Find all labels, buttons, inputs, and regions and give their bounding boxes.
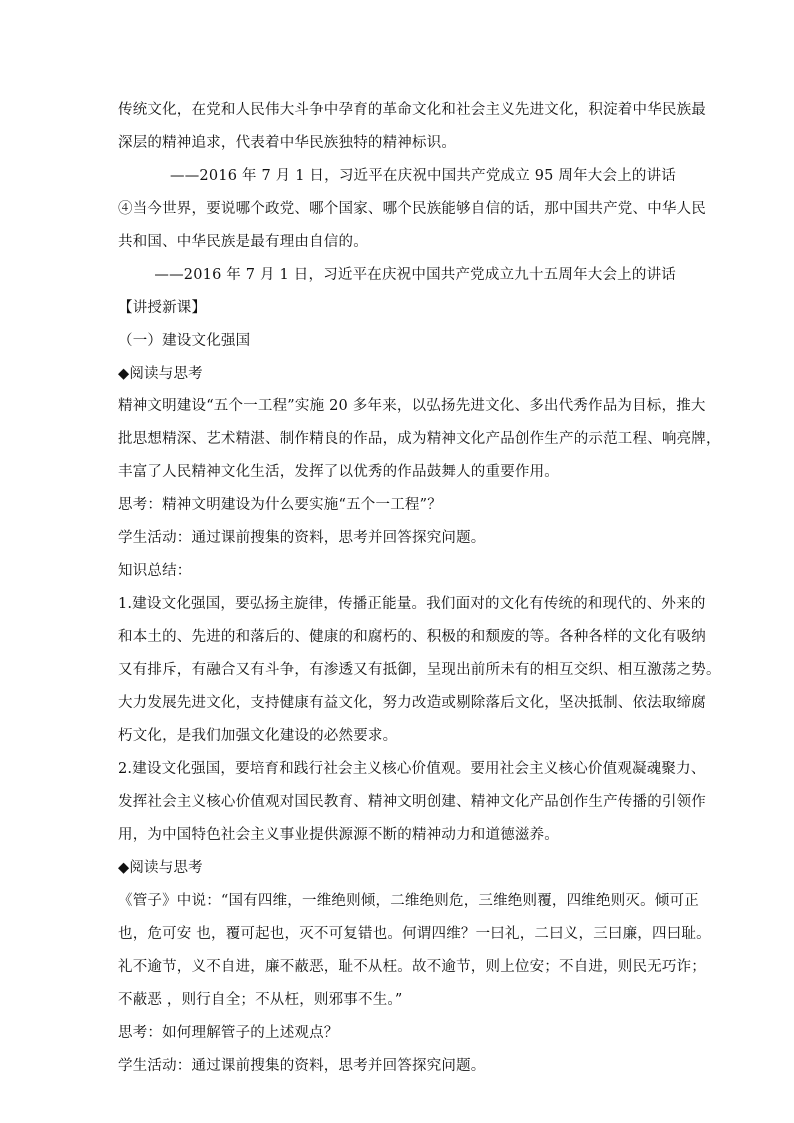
subsection-heading: （一）建设文化强国 [118,333,251,349]
section-heading: 【讲授新课】 [118,300,207,316]
paragraph-line: 大力发展先进文化，支持健康有益文化，努力改造或剔除落后文化，坚决抵制、依法取缔腐 [118,695,706,711]
summary-heading: 知识总结： [118,563,192,579]
paragraph-line: ④当今世界，要说哪个政党、哪个国家、哪个民族能够自信的话，那中国共产党、中华人民 [118,201,706,217]
paragraph-line: 又有排斥，有融合又有斗争，有渗透又有抵御，呈现出前所未有的相互交织、相互激荡之势。 [118,662,721,678]
activity-line: 学生活动：通过课前搜集的资料，思考并回答探究问题。 [118,530,486,546]
paragraph-line: 2.建设文化强国，要培育和践行社会主义核心价值观。要用社会主义核心价值观凝魂聚力、 [118,761,706,777]
paragraph-line: 深层的精神追求，代表着中华民族独特的精神标识。 [118,135,457,151]
paragraph-line: 传统文化，在党和人民伟大斗争中孕育的革命文化和社会主义先进文化，积淀着中华民族最 [118,102,706,118]
paragraph-line: 丰富了人民精神文化生活，发挥了以优秀的作品鼓舞人的重要作用。 [118,464,559,480]
paragraph-line: 1.建设文化强国，要弘扬主旋律，传播正能量。我们面对的文化有传统的和现代的、外来的 [118,596,706,612]
citation-line: ——2016 年 7 月 1 日，习近平在庆祝中国共产党成立 95 周年大会上的讲话 [170,168,676,184]
paragraph-line: 《管子》中说：“国有四维，一维绝则倾，二维绝则危，三维绝则覆，四维绝则灭。倾可正 [118,893,699,909]
paragraph-line: 发挥社会主义核心价值观对国民教育、精神文明创建、精神文化产品创作生产传播的引领作 [118,794,706,810]
question-line: 思考：精神文明建设为什么要实施“五个一工程”？ [118,497,442,513]
question-line: 思考：如何理解管子的上述观点？ [118,1025,339,1041]
activity-line: 学生活动：通过课前搜集的资料，思考并回答探究问题。 [118,1058,486,1074]
paragraph-line: 也，危可安 也，覆可起也，灭不可复错也。何谓四维？一曰礼，二曰义，三曰廉，四曰耻。 [118,926,711,942]
paragraph-line: 朽文化，是我们加强文化建设的必然要求。 [118,728,398,744]
paragraph-line: 精神文明建设“五个一工程”实施 20 多年来，以弘扬先进文化、多出代秀作品为目标，推大 [118,398,706,414]
paragraph-line: 批思想精深、艺术精湛、制作精良的作品，成为精神文化产品创作生产的示范工程、响亮牌， [118,431,721,447]
citation-line: ——2016 年 7 月 1 日，习近平在庆祝中国共产党成立九十五周年大会上的讲话 [154,267,676,283]
paragraph-line: 和本土的、先进的和落后的、健康的和腐朽的、积极的和颓废的等。各种各样的文化有吸纳 [118,629,706,645]
paragraph-line: 共和国、中华民族是最有理由自信的。 [118,234,368,250]
paragraph-line: 不蔽恶 ，则行自全；不从枉，则邪事不生。” [118,992,403,1008]
paragraph-line: 用，为中国特色社会主义事业提供源源不断的精神动力和道德滋养。 [118,827,559,843]
paragraph-line: 礼不逾节，义不自进，廉不蔽恶，耻不从枉。故不逾节，则上位安；不自进，则民无巧诈； [118,959,706,975]
reading-heading: ◆阅读与思考 [118,366,203,382]
reading-heading: ◆阅读与思考 [118,860,203,876]
